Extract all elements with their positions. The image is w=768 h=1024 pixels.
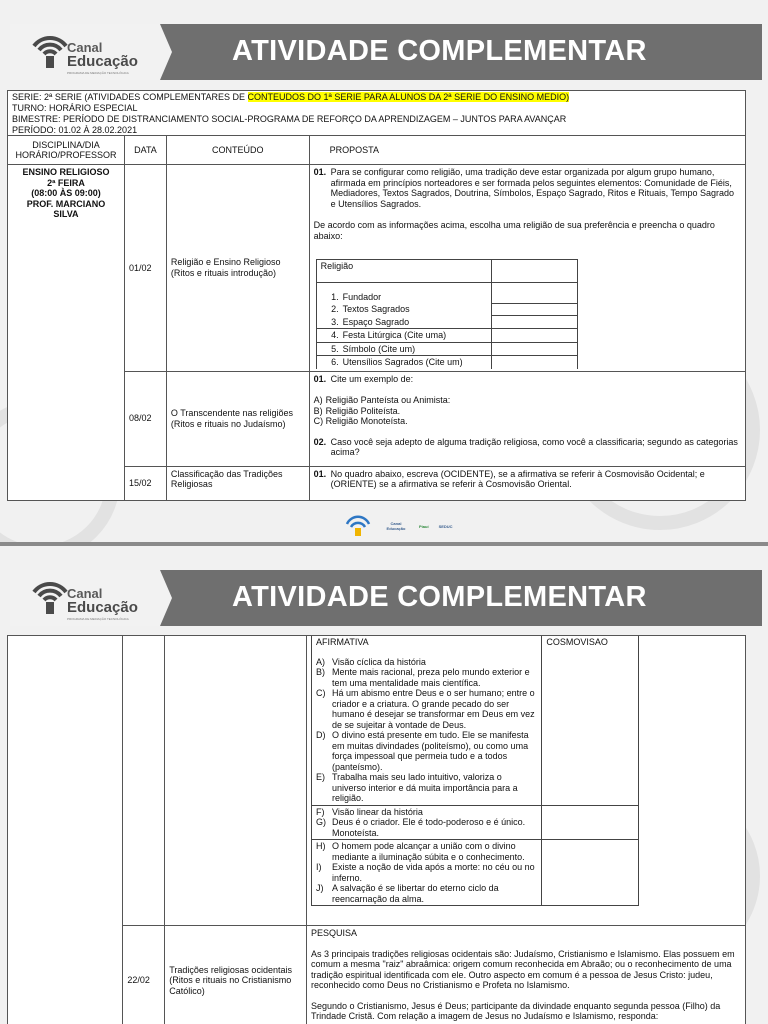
statements-cell: H) O homem pode alcançar a união com o divino mediante a iluminação súbita e o conhecimento. I) Existe a noção de vida após a morte: no céu ou no inferno. J) A salvação é se libertar do eterno ciclo da reencarnação da alma. — [311, 840, 541, 906]
answer-cell[interactable] — [492, 329, 578, 343]
answer-cell[interactable] — [542, 805, 639, 840]
page-2 — [0, 546, 768, 1024]
answer-cell[interactable] — [492, 342, 578, 356]
blank-cell — [639, 840, 741, 906]
brand-logo — [10, 24, 160, 80]
banner-title: ATIVIDADE COMPLEMENTAR — [232, 35, 647, 67]
statements-cell: F) Visão linear da história G) Deus é o criador. Ele é todo-poderoso e é único. Monoteísta. — [311, 805, 541, 840]
item-cell: 4. Festa Litúrgica (Cite uma) — [316, 329, 491, 343]
date-cell: 01/02 — [124, 165, 166, 372]
date-cell: 22/02 — [123, 926, 165, 1024]
date-cell — [123, 636, 165, 926]
activity-table — [7, 135, 746, 501]
brand-tagline: PROGRAMA DE MEDIAÇÃO TECNOLÓGICA — [67, 71, 129, 75]
col-proposta: PROPOSTA — [309, 136, 745, 165]
footer-logo-3: SEDUC — [438, 523, 453, 529]
research-title: PESQUISA — [310, 928, 357, 938]
item-cell: 2. Textos Sagrados — [316, 303, 491, 316]
discipline-cell — [8, 636, 123, 1024]
content-cell: Tradições religiosas ocidentais (Ritos e rituais no Cristianismo Católico) — [165, 926, 307, 1024]
footer-logos — [343, 514, 453, 538]
info-serie: SERIE: 2ª SERIE (ATIVIDADES COMPLEMENTARES DE CONTEUDOS DO 1ª SERIE PARA ALUNOS DA 2ª SERIE DO ENSINO MEDIO) — [12, 92, 570, 102]
content-cell — [165, 636, 307, 926]
brand-logo — [10, 570, 160, 626]
answer-cell[interactable] — [492, 316, 578, 329]
broadcast-icon — [28, 30, 72, 74]
proposal-cell: 01. Para se configurar como religião, uma tradição deve estar organizada por algum grupo humano, afirmada em princípios norteadores e ser formada pelos seguintes elementos: Comunidade de Fiéis, Mediadores, Textos Sagrados, Doutrina, Símbolos, Espaço Sagrado, Ritos e Rituais, Tempo Sagrado e Utensílios Sagrados. De acordo com as informações acima, escolha uma religião de sua preferência e preencha o quadro abaixo: Religião 1. Fundador 2. Textos Sagrados 3. Espaço Sagrado 4. Festa Litúrgica (Cite uma) 5. Símbolo (Cite um) 6. Utensílios Sagrados (Cite um) — [309, 165, 745, 372]
table-row — [8, 165, 746, 372]
research-paragraph: As 3 principais tradições religiosas ocidentais são: Judaísmo, Cristianismo e Islamismo. Elas possuem em comum a mesma "raiz" abraâmica: origem comum reconhecida em Abraão; ou o reconhecimento de uma tradição espiritual identificada com ele. Outro aspecto em comum é a pessoa de Jesus Cristo: judeu, reconhecido como Deus no Cristianismo e Profeta no Islamismo. — [310, 948, 735, 990]
brand-line1: Canal — [67, 40, 103, 55]
table-header-row — [8, 136, 746, 165]
statements-cell: AFIRMATIVA A) Visão cíclica da história B) Mente mais racional, preza pelo mundo exterior e tem uma mentalidade mais científica. C) Há um abismo entre Deus e o ser humano; entre o criador e a criatura. O grande pecado do ser humano é desejar se transformar em Deus em vez de se sujeitar à vontade de Deus. D) O divino está presente em tudo. Ele se manifesta em muitas divindades (politeísmo), ou como uma força impessoal que permeia tudo e a todos (panteísmo). E) Trabalha mais seu lado intuitivo, valoriza o universo interior e dá muita importância para a religião. — [311, 636, 541, 805]
footer-logo-2: Piauí — [419, 523, 429, 529]
proposal-cell — [306, 636, 745, 926]
item-cell: 3. Espaço Sagrado — [316, 316, 491, 329]
proposal-cell: 01. Cite um exemplo de: A) Religião Panteísta ou Animista: B) Religião Politeísta. C) Religião Monoteísta. 02. Caso você seja adepto de alguma tradição religiosa, como você a classificaria; segundo as categorias acima? — [309, 371, 745, 466]
broadcast-icon — [343, 514, 373, 538]
col-data: DATA — [124, 136, 166, 165]
highlight: CONTEUDOS DO 1ª SERIE PARA ALUNOS DA 2ª SERIE DO ENSINO MEDIO) — [247, 92, 570, 102]
banner-arrow — [160, 570, 172, 626]
date-cell: 08/02 — [124, 371, 166, 466]
banner-title: ATIVIDADE COMPLEMENTAR — [232, 581, 647, 613]
answer-cell[interactable] — [492, 303, 578, 316]
broadcast-icon — [28, 576, 72, 620]
col-conteudo: CONTEÚDO — [166, 136, 309, 165]
proposal-cell: 01. No quadro abaixo, escreva (OCIDENTE), se a afirmativa se referir à Cosmovisão Ocidental; e (ORIENTE) se a afirmativa se referir à Cosmovisão Oriental. — [309, 466, 745, 500]
blank-cell — [639, 636, 741, 805]
footer-logo-1: Canal Educação — [386, 521, 406, 531]
answer-cell[interactable] — [542, 840, 639, 906]
item-cell: 6. Utensílios Sagrados (Cite um) — [316, 356, 491, 369]
religion-table — [316, 259, 578, 369]
col-disciplina: DISCIPLINA/DIA HORÁRIO/PROFESSOR — [8, 136, 125, 165]
answer-cell[interactable] — [492, 356, 578, 369]
info-turno: TURNO: HORÁRIO ESPECIAL — [12, 103, 138, 113]
info-bimestre: BIMESTRE: PERÍODO DE DISTRANCIAMENTO SOCIAL-PROGRAMA DE REFORÇO DA APRENDIZAGEM – JUNTOS PARA AVANÇAR — [12, 114, 567, 124]
blank-cell — [639, 805, 741, 840]
question-text: Para se configurar como religião, uma tradição deve estar organizada por algum grupo humano, afirmada em princípios norteadores e ser formada pelos seguintes elementos: Comunidade de Fiéis, Mediadores, Textos Sagrados, Doutrina, Símbolos, Espaço Sagrado, Ritos e Rituais, Tempo Sagrado e Utensílios Sagrados. — [330, 167, 735, 209]
religion-header: Religião — [316, 260, 491, 283]
brand-line1: Canal — [67, 586, 103, 601]
cosmovision-table — [311, 636, 741, 906]
instruction-text: De acordo com as informações acima, escolha uma religião de sua preferência e preencha o quadro abaixo: — [313, 220, 715, 241]
content-cell: Religião e Ensino Religioso (Ritos e rituais introdução) — [166, 165, 309, 372]
table-row — [8, 636, 746, 926]
item-cell: 5. Símbolo (Cite um) — [316, 342, 491, 356]
answer-cell[interactable] — [492, 260, 578, 283]
content-cell: O Transcendente nas religiões (Ritos e rituais no Judaísmo) — [166, 371, 309, 466]
brand-line2: Educação — [67, 599, 138, 616]
info-periodo: PERÍODO: 01.02 À 28.02.2021 — [12, 125, 138, 135]
col-afirmativa: AFIRMATIVA — [315, 637, 369, 647]
item-cell: 1. Fundador — [316, 282, 491, 303]
activity-table-continued — [7, 635, 746, 1024]
answer-cell[interactable] — [492, 282, 578, 303]
research-paragraph: Segundo o Cristianismo, Jesus é Deus; participante da divindade enquanto segunda pessoa (Filho) da Trindade Cristã. Com relação a imagem de Jesus no Judaísmo e Islamismo, responda: — [310, 1000, 721, 1021]
brand-tagline: PROGRAMA DE MEDIAÇÃO TECNOLÓGICA — [67, 617, 129, 621]
col-cosmovisao[interactable]: COSMOVISAO — [542, 636, 639, 805]
proposal-cell — [306, 926, 745, 1024]
content-cell: Classificação das Tradições Religiosas — [166, 466, 309, 500]
info-box — [7, 90, 746, 136]
header-banner — [10, 24, 762, 80]
date-cell: 15/02 — [124, 466, 166, 500]
brand-line2: Educação — [67, 53, 138, 70]
header-banner — [10, 570, 762, 626]
banner-arrow — [160, 24, 172, 80]
discipline-cell: ENSINO RELIGIOSO 2ª FEIRA (08:00 ÀS 09:00) PROF. MARCIANO SILVA — [8, 165, 125, 501]
